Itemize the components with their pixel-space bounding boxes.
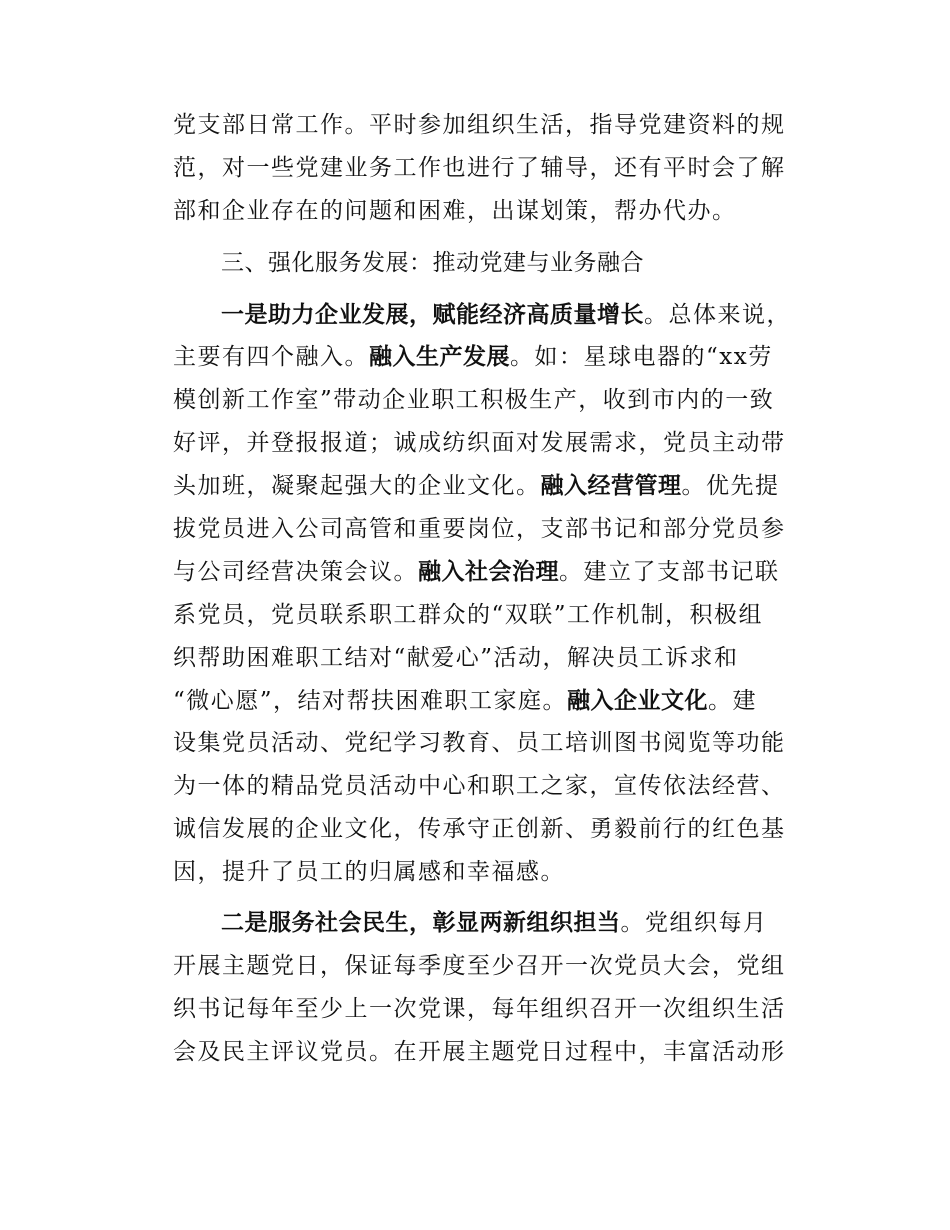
text-line: [173, 680, 793, 723]
text-line: 因，提升了员工的归属感和幸福感。: [173, 859, 565, 886]
text-line: [173, 902, 793, 945]
paragraph-social-service: [173, 902, 793, 1074]
paragraph-gap: [173, 233, 793, 242]
keyword-management: 融入经营管理: [540, 473, 682, 500]
text-run: 与公司经营决策会议。: [173, 558, 418, 585]
text-line: [173, 465, 793, 508]
text-run: 主要有四个融入。: [173, 344, 369, 371]
paragraph-continuation: [173, 104, 793, 233]
paragraph-lead: 一是助力企业发展，赋能经济高质量增长: [221, 301, 644, 328]
keyword-culture: 融入企业文化: [567, 687, 709, 714]
text-line: 为一体的精品党员活动中心和职工之家，宣传依法经营、: [173, 773, 786, 800]
keyword-governance: 融入社会治理: [418, 558, 559, 585]
paragraph-enterprise-development: [173, 294, 793, 894]
text-run: “微心愿”，结对帮扶困难职工家庭。: [173, 687, 568, 714]
text-line: 部和企业存在的问题和困难，出谋划策，帮办代办。: [173, 197, 737, 224]
paragraph-lead: 二是服务社会民生，彰显两新组织担当: [221, 910, 621, 937]
document-page: [173, 104, 793, 1074]
text-line: 系党员，党员联系职工群众的“双联”工作机制，积极组: [173, 601, 764, 628]
text-run: 。如：星球电器的“xx劳: [510, 344, 773, 371]
text-line: 党支部日常工作。平时参加组织生活，指导党建资料的规: [173, 112, 786, 138]
text-line: 范，对一些党建业务工作也进行了辅导，还有平时会了解: [173, 154, 786, 181]
text-run: 。总体来说，: [644, 301, 791, 328]
text-line: 拔党员进入公司高管和重要岗位，支部书记和部分党员参: [173, 516, 786, 543]
text-line: [173, 294, 793, 337]
text-line: 设集党员活动、党纪学习教育、员工培训图书阅览等功能: [173, 730, 786, 757]
text-line: 开展主题党日，保证每季度至少召开一次党员大会，党组: [173, 952, 786, 979]
keyword-production: 融入生产发展: [369, 344, 510, 371]
text-line: 好评，并登报报道；诚成纺织面对发展需求，党员主动带: [173, 430, 786, 457]
text-run: 。党组织每月: [620, 910, 768, 937]
text-line: 织书记每年至少上一次党课，每年组织召开一次组织生活: [173, 995, 786, 1022]
text-line: 织帮助困难职工结对“献爱心”活动，解决员工诉求和: [173, 644, 739, 671]
text-run: 。建立了支部书记联: [559, 558, 780, 585]
text-run: 头加班，凝聚起强大的企业文化。: [173, 473, 541, 500]
text-run: 。建: [708, 687, 758, 714]
section-heading: 三、强化服务发展：推动党建与业务融合: [221, 249, 644, 276]
text-run: 。优先提: [681, 473, 780, 500]
text-line: 诚信发展的企业文化，传承守正创新、勇毅前行的红色基: [173, 816, 786, 843]
text-line: [173, 336, 793, 379]
text-line: [173, 551, 793, 594]
text-line: 会及民主评议党员。在开展主题党日过程中，丰富活动形: [173, 1038, 786, 1065]
paragraph-gap: [173, 894, 793, 902]
paragraph-gap: [173, 285, 793, 294]
text-line: 模创新工作室”带动企业职工积极生产，收到市内的一致: [173, 387, 775, 414]
